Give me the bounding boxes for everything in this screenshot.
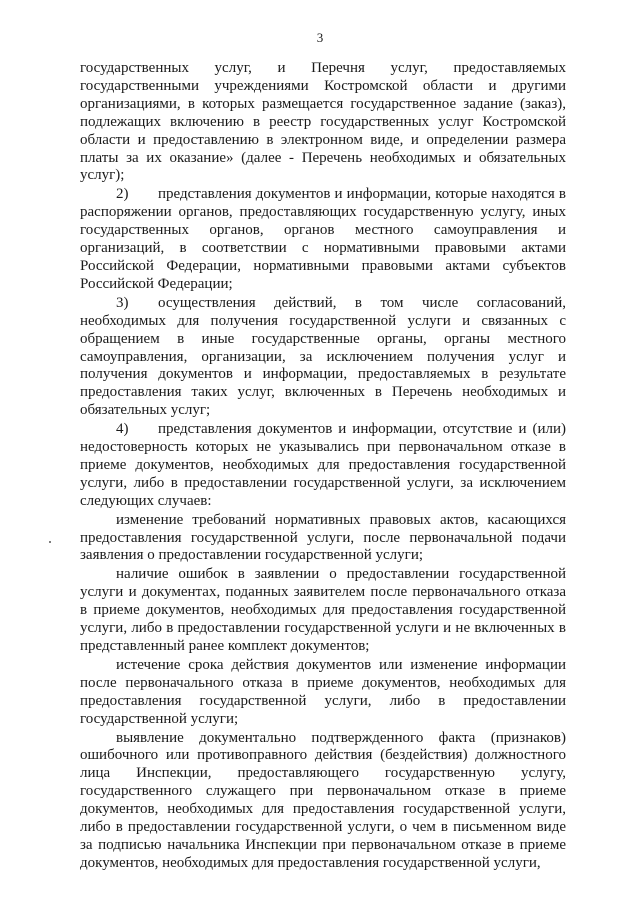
- list-item-4: [80, 421, 566, 511]
- page-number: 3: [316, 30, 324, 45]
- exception-case-3: истечение срока действия документов или изменение информации после первоначального отказа в приеме документов, необходимых для предоставления государственной услуги, либо в предоставлении государственной услуги;: [80, 656, 566, 727]
- list-item-3: [80, 295, 566, 420]
- list-number: 4): [116, 421, 129, 438]
- list-item-text: представления документов и информации, которые находятся в распоряжении органов, предоставляющих государственную услугу, иных государственных органов, органов местного самоуправления и организаций, в соответствии с нормативными правовыми актами Российской Федерации, нормативными правовыми актами субъектов Российской Федерации;: [80, 186, 566, 292]
- list-item-text: представления документов и информации, отсутствие и (или) недостоверность которых не указывались при первоначальном отказе в приеме документов, необходимых для предоставления государственной услуги, либо в предоставлении государственной услуги, за исключением следующих случаев:: [80, 421, 566, 509]
- exception-case-2: наличие ошибок в заявлении о предоставлении государственной услуги и документах, поданных заявителем после первоначального отказа в приеме документов, необходимых для предоставления государственной услуги, либо в предоставлении государственной услуги и не включенных в представленный ранее комплект документов;: [80, 566, 566, 654]
- list-number: 2): [116, 186, 129, 203]
- list-item-2: [80, 186, 566, 293]
- exception-case-4: выявление документально подтвержденного факта (признаков) ошибочного или противоправного действия (бездействия) должностного лица Инспекции, предоставляющего государственную услугу, государственного служащего при первоначальном отказе в приеме документов, необходимых для предоставления государственной услуги, либо в предоставлении государственной услуги, о чем в письменном виде за подписью начальника Инспекции при первоначальном отказе в приеме документов, необходимых для предоставления государственной услуги,: [80, 729, 566, 871]
- exception-case-1: изменение требований нормативных правовых актов, касающихся предоставления государственной услуги, после первоначальной подачи заявления о предоставлении государственной услуги;: [80, 511, 566, 564]
- paragraph-continuation: государственных услуг, и Перечня услуг, предоставляемых государственными учреждениями Костромской области и другими организациями, в которых размещается государственное задание (заказ), подлежащих включению в реестр государственных услуг Костромской области и предоставлению в электронном виде, и определении размера платы за их оказание» (далее - Перечень необходимых и обязательных услуг);: [80, 60, 566, 184]
- list-item-text: осуществления действий, в том числе согласований, необходимых для получения государственной услуги и связанных с обращением в иные государственные органы, органы местного самоуправления, организации, за исключением получения услуг и получения документов и информации, предоставляемых в результате предоставления таких услуг, включенных в Перечень необходимых и обязательных услуг;: [80, 294, 566, 419]
- document-body: [80, 60, 566, 873]
- list-number: 3): [116, 294, 129, 311]
- scan-speck: [49, 541, 51, 543]
